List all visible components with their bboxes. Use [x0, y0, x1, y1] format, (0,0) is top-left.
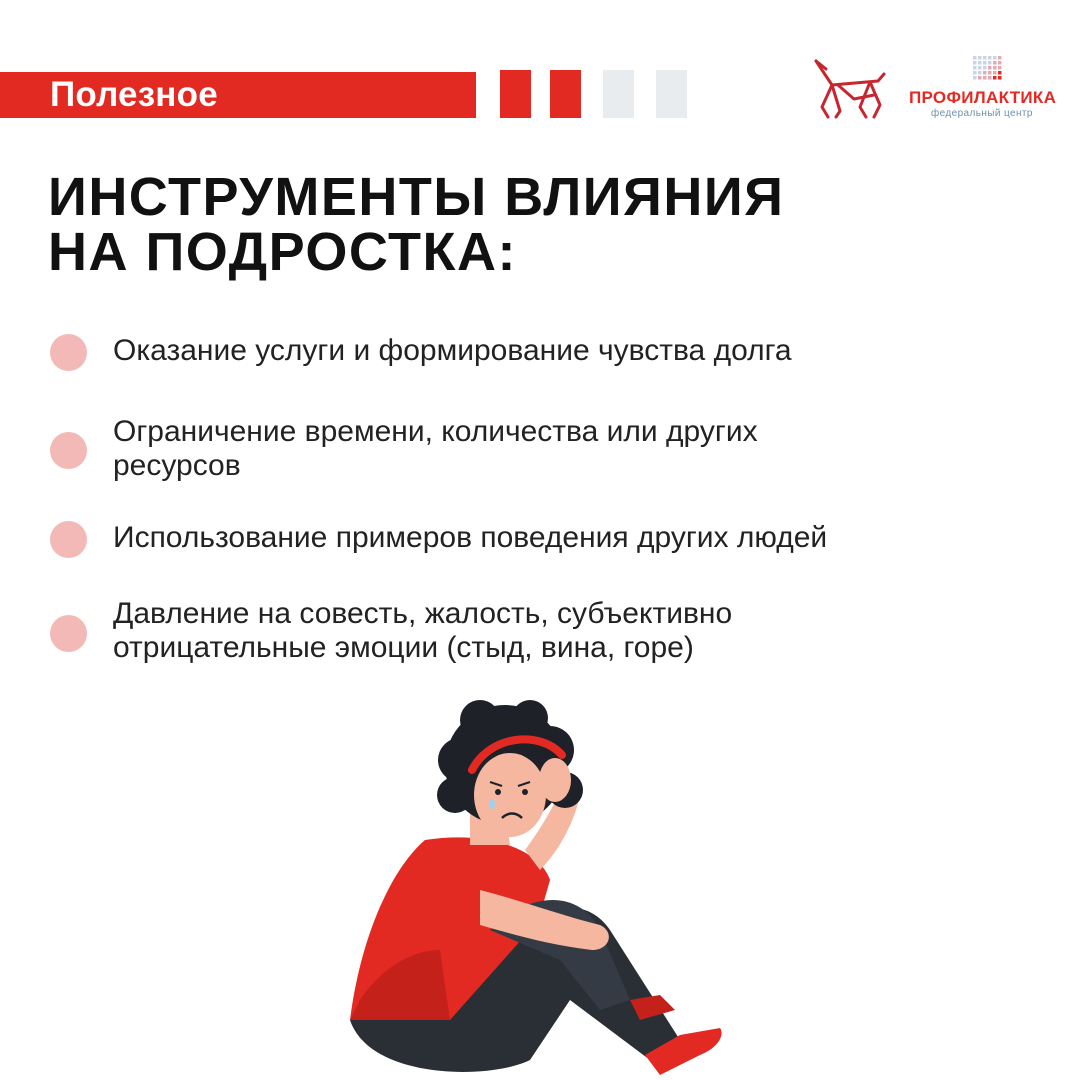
logo-grid-cell	[983, 61, 987, 65]
deco-block-red-1	[500, 70, 531, 118]
bullet-dot	[50, 615, 87, 652]
brand-subtitle: федеральный центр	[931, 108, 1033, 119]
list-item-text	[113, 415, 1013, 483]
title-line-1: ИНСТРУМЕНТЫ ВЛИЯНИЯ	[48, 167, 785, 227]
bullet-dot	[50, 334, 87, 371]
logo-grid-cell	[993, 61, 997, 65]
list-item-line-2: отрицательные эмоции (стыд, вина, горе)	[113, 631, 694, 664]
list-item-line-2: ресурсов	[113, 449, 241, 482]
hair-curl	[460, 700, 500, 740]
eye-right	[522, 789, 528, 795]
brand-name: ПРОФИЛАКТИКА	[909, 88, 1057, 107]
logo-grid-cell	[988, 56, 992, 60]
category-banner	[0, 72, 476, 118]
logo-grid-cell	[998, 76, 1002, 80]
face-shape	[474, 753, 546, 837]
logo-grid-cell	[993, 71, 997, 75]
logo-grid-cell	[973, 76, 977, 80]
logo-grid-cell	[993, 76, 997, 80]
eye-left	[495, 789, 501, 795]
logo-grid-cell	[973, 66, 977, 70]
logo-grid-cell	[973, 56, 977, 60]
list-item-line-1: Давление на совесть, жалость, субъективно	[113, 597, 733, 630]
logo-grid-cell	[988, 71, 992, 75]
tear	[489, 799, 495, 809]
sad-teen-illustration	[330, 700, 750, 1080]
logo-grid-cell	[998, 71, 1002, 75]
logo-grid-cell	[978, 76, 982, 80]
hair-curl	[437, 777, 473, 813]
horse-logo-icon	[808, 55, 888, 125]
logo-grid-cell	[988, 61, 992, 65]
deco-block-red-2	[550, 70, 581, 118]
hair-curl	[512, 700, 548, 736]
logo-grid-cell	[988, 66, 992, 70]
bullet-dot	[50, 521, 87, 558]
logo-grid-cell	[993, 66, 997, 70]
list-item-text	[113, 597, 1013, 665]
logo-grid-cell	[978, 56, 982, 60]
page-title	[48, 167, 785, 282]
list-item-line-1: Ограничение времени, количества или других	[113, 415, 758, 448]
logo-grid-cell	[993, 56, 997, 60]
logo-grid-cell	[973, 61, 977, 65]
deco-block-gray-1	[603, 70, 634, 118]
list-item-text: Использование примеров поведения других людей	[113, 521, 828, 554]
logo-grid-cell	[998, 56, 1002, 60]
bullet-dot	[50, 432, 87, 469]
logo-grid-cell	[998, 66, 1002, 70]
logo-grid-cell	[983, 71, 987, 75]
category-label: Полезное	[50, 75, 218, 114]
logo-grid-cell	[978, 71, 982, 75]
logo-grid-cell	[978, 66, 982, 70]
logo-grid-cell	[983, 66, 987, 70]
list-item-text: Оказание услуги и формирование чувства долга	[113, 334, 792, 367]
logo-grid-cell	[973, 71, 977, 75]
deco-block-gray-2	[656, 70, 687, 118]
logo-grid-cell	[978, 61, 982, 65]
logo-grid-cell	[988, 76, 992, 80]
title-line-2: НА ПОДРОСТКА:	[48, 222, 517, 282]
logo-grid-cell	[983, 56, 987, 60]
hand-on-head	[539, 758, 571, 802]
logo-grid-cell	[998, 61, 1002, 65]
dot-grid-logo-icon	[971, 55, 1003, 81]
logo-grid-cell	[983, 76, 987, 80]
